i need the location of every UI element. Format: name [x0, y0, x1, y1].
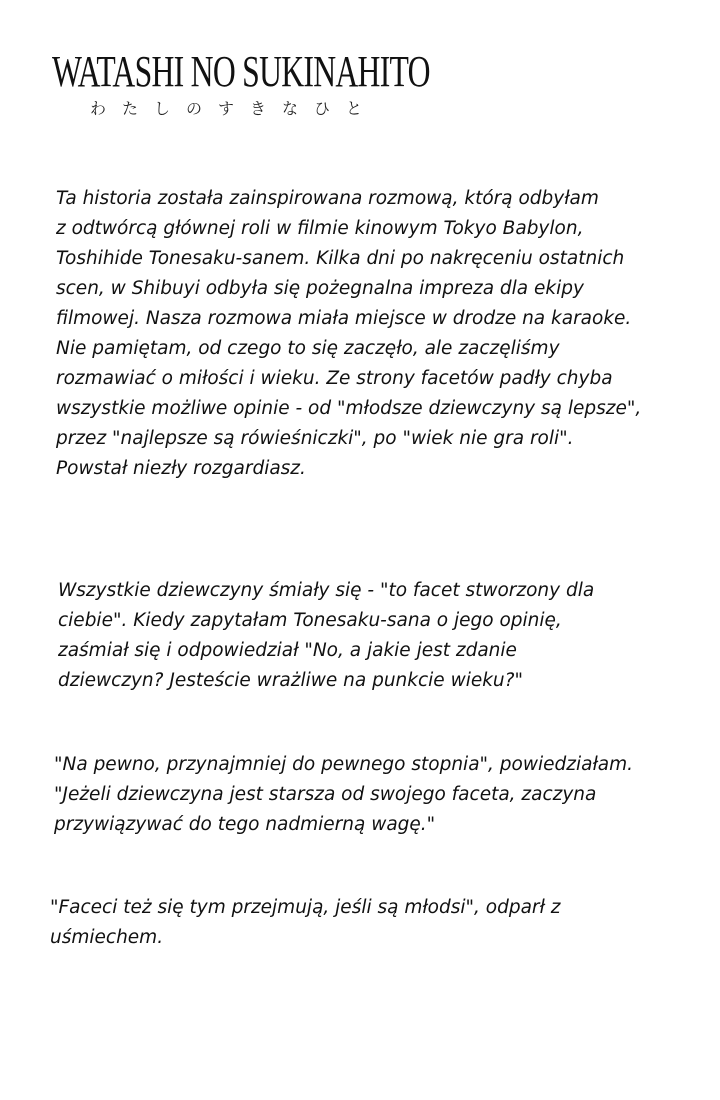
paragraph-4: "Faceci też się tym przejmują, jeśli są młodsi", odparł z uśmiechem. [50, 897, 561, 948]
paragraph-1: Ta historia została zainspirowana rozmową, którą odbyłam z odtwórcą głównej roli w filmie kinowym Tokyo Babylon, Toshihide Tonesaku-sanem. Kilka dni po nakręceniu ostatnich scen, w Shibuyi odbyła się pożegnalna impreza dla ekipy filmowej. Nasza rozmowa miała miejsce w drodze na karaoke. Nie pamiętam, od czego to się zaczęło, ale zaczęliśmy rozmawiać o miłości i wieku. Ze strony facetów padły chyba wszystkie możliwe opinie - od "młodsze dziewczyny są lepsze", przez "najlepsze są rówieśniczki", po "wiek nie gra roli". Powstał niezły rozgardiasz. [56, 188, 642, 479]
paragraph-2: Wszystkie dziewczyny śmiały się - "to facet stworzony dla ciebie". Kiedy zapytałam Tonesaku-sana o jego opinię, zaśmiał się i odpowiedział "No, a jakie jest zdanie dziewczyn? Jesteście wrażliwe na punkcie wieku?" [58, 580, 595, 691]
page-title: WATASHI NO SUKINAHITO [52, 47, 430, 96]
paragraph-3: "Na pewno, przynajmniej do pewnego stopnia", powiedziałam. "Jeżeli dziewczyna jest starsza od swojego faceta, zaczyna przywiązywać do tego nadmierną wagę." [54, 754, 633, 835]
title-kana-reading: わたしのすきなひと [90, 99, 379, 118]
